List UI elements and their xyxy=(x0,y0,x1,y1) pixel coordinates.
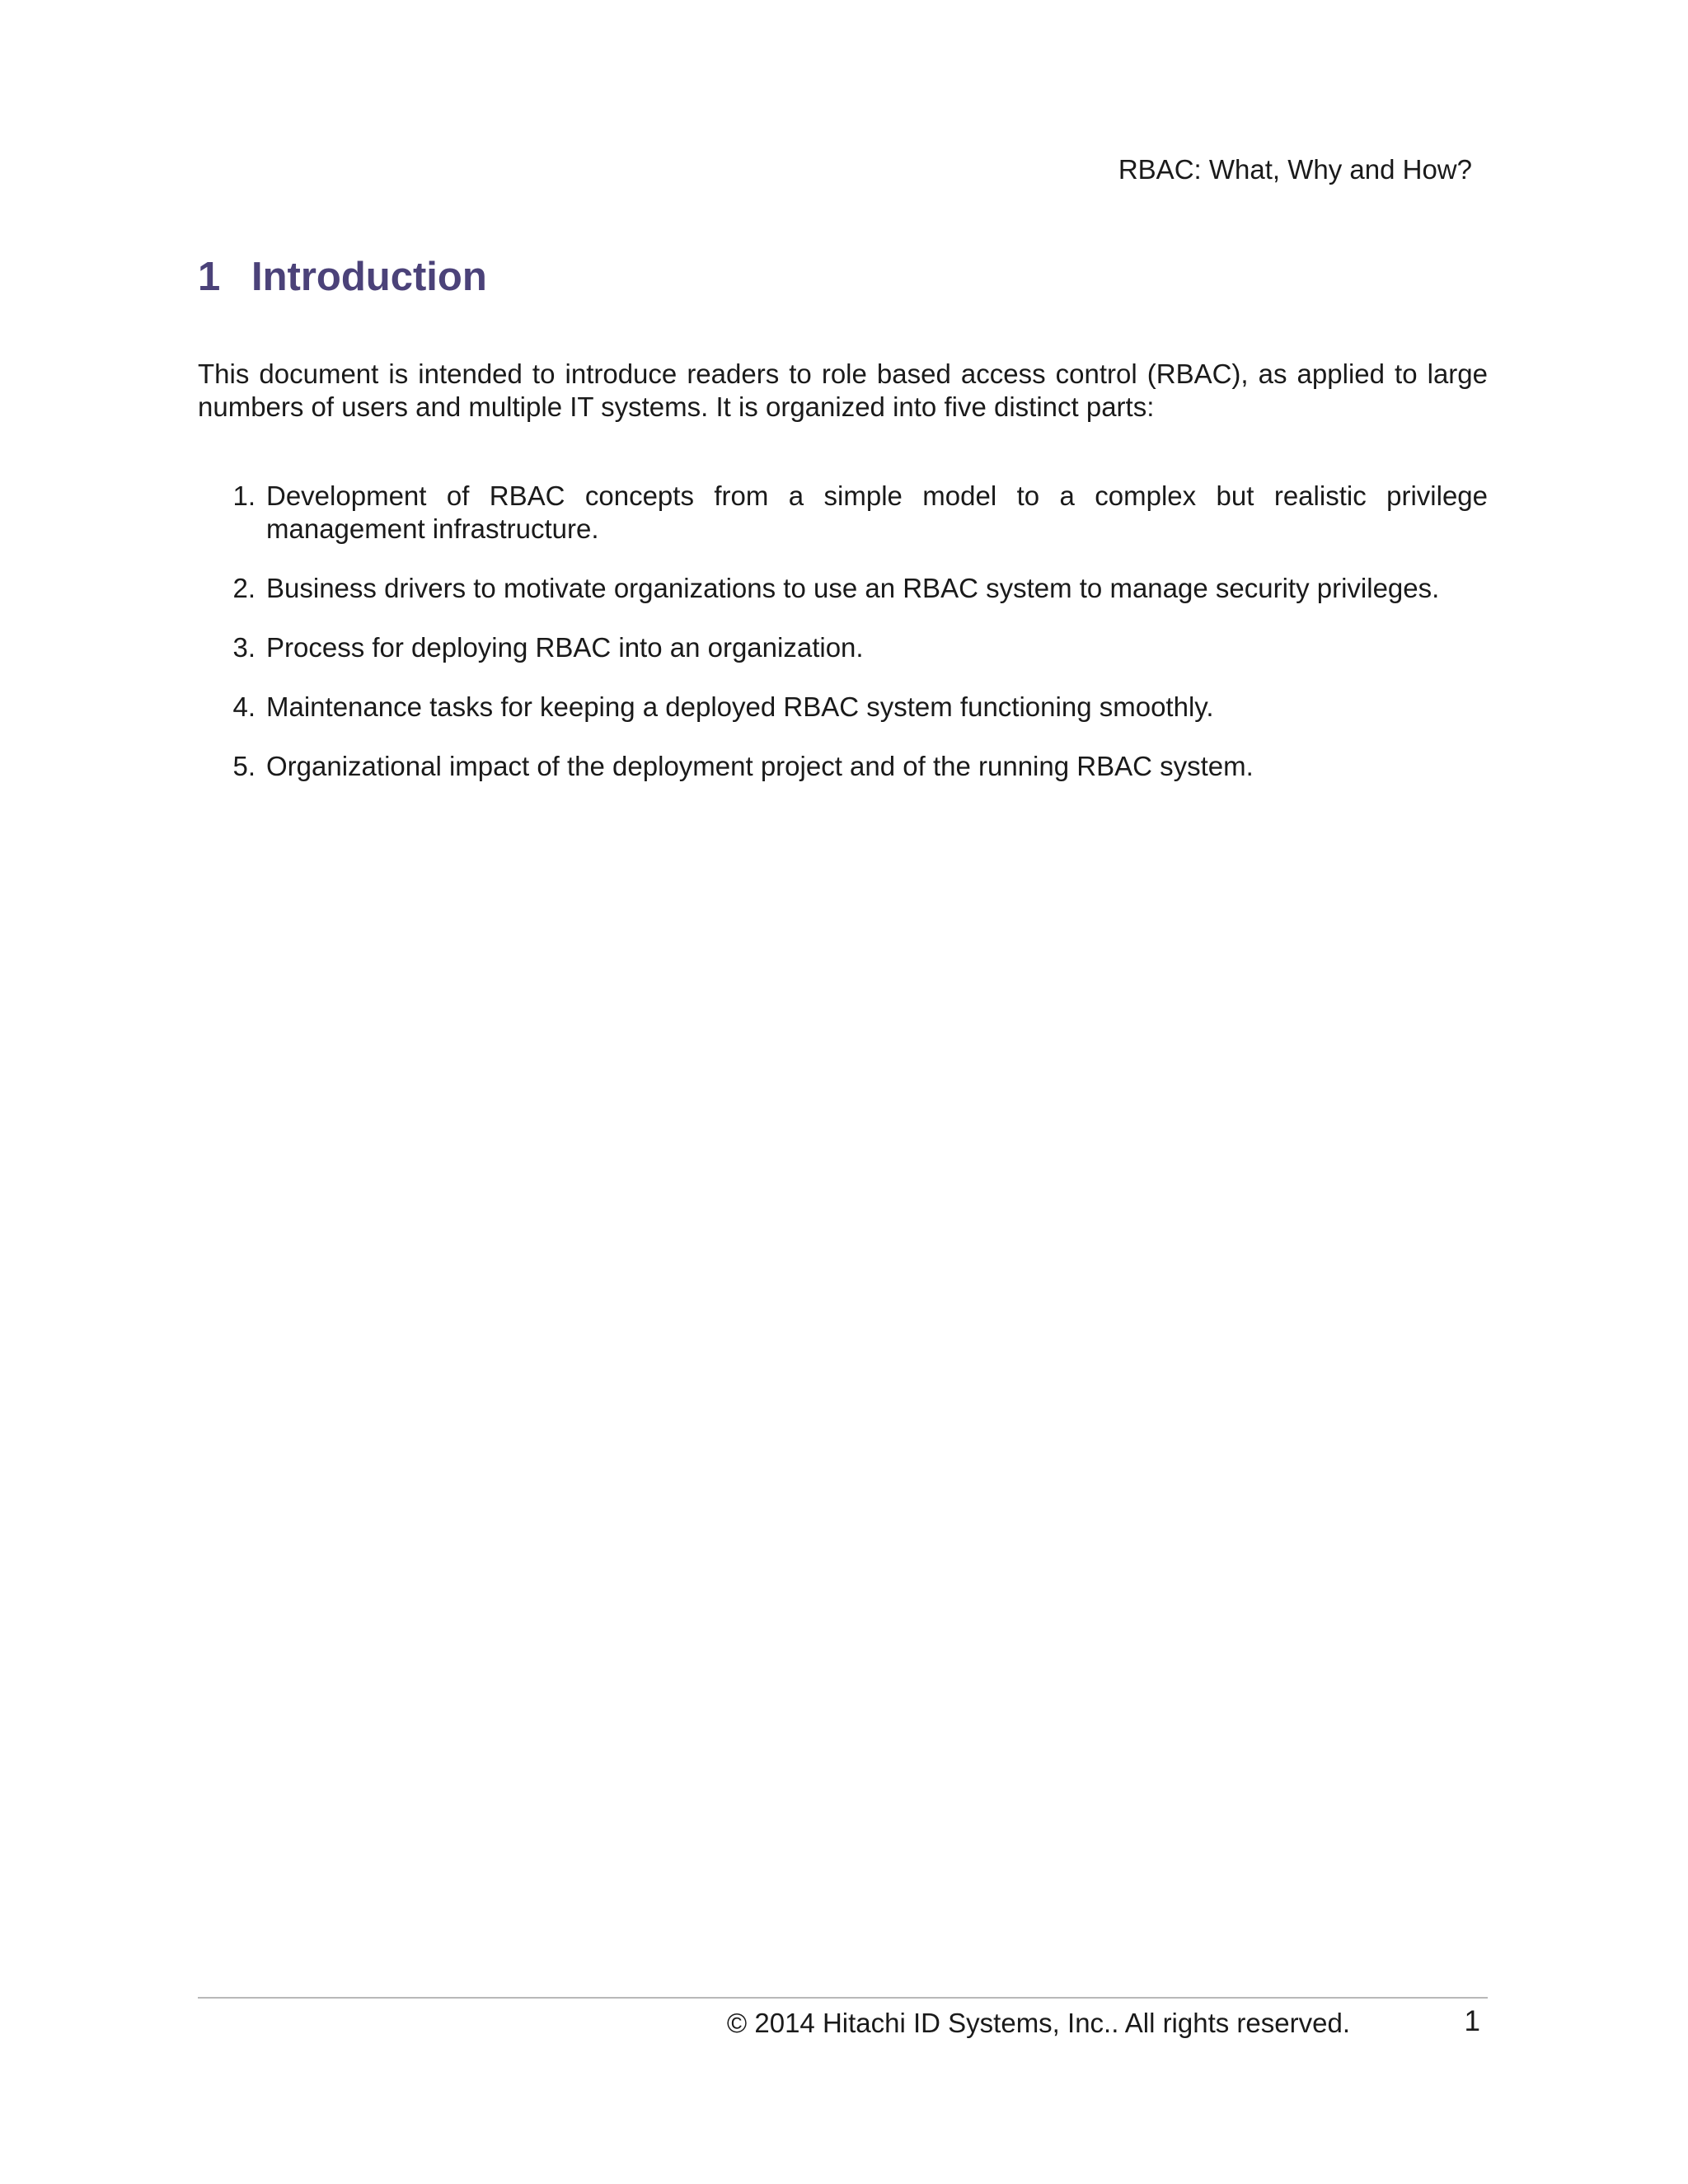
list-item-text: Business drivers to motivate organizations to use an RBAC system to manage security privileges. xyxy=(266,573,1440,603)
section-number: 1 xyxy=(198,255,221,299)
list-item xyxy=(198,750,1488,783)
list-item-text: Organizational impact of the deployment project and of the running RBAC system. xyxy=(266,751,1254,781)
page-number: 1 xyxy=(1464,2005,1480,2037)
list-item xyxy=(198,631,1488,664)
list-item xyxy=(198,572,1488,605)
intro-paragraph: This document is intended to introduce readers to role based access control (RBAC), as applied to large numbers of users and multiple IT systems. It is organized into five distinct parts: xyxy=(198,359,1488,422)
list-item-text: Maintenance tasks for keeping a deployed RBAC system functioning smoothly. xyxy=(266,691,1214,722)
list-item-number: 1. xyxy=(232,480,256,511)
footer-copyright: © 2014 Hitachi ID Systems, Inc.. All rights reserved. xyxy=(726,2008,1350,2038)
list-item-number: 4. xyxy=(232,691,256,722)
list-item-text: Development of RBAC concepts from a simple model to a complex but realistic privilege management infrastructure. xyxy=(266,480,1488,544)
parts-list xyxy=(198,480,1488,809)
list-item xyxy=(198,691,1488,724)
list-item-number: 5. xyxy=(232,751,256,781)
list-item-text: Process for deploying RBAC into an organization. xyxy=(266,632,864,663)
running-header: RBAC: What, Why and How? xyxy=(1118,154,1472,185)
list-item-number: 2. xyxy=(232,573,256,603)
list-item-number: 3. xyxy=(232,632,256,663)
section-title: Introduction xyxy=(251,255,487,299)
footer-divider xyxy=(198,1997,1488,1999)
list-item xyxy=(198,480,1488,546)
section-heading xyxy=(198,252,487,302)
